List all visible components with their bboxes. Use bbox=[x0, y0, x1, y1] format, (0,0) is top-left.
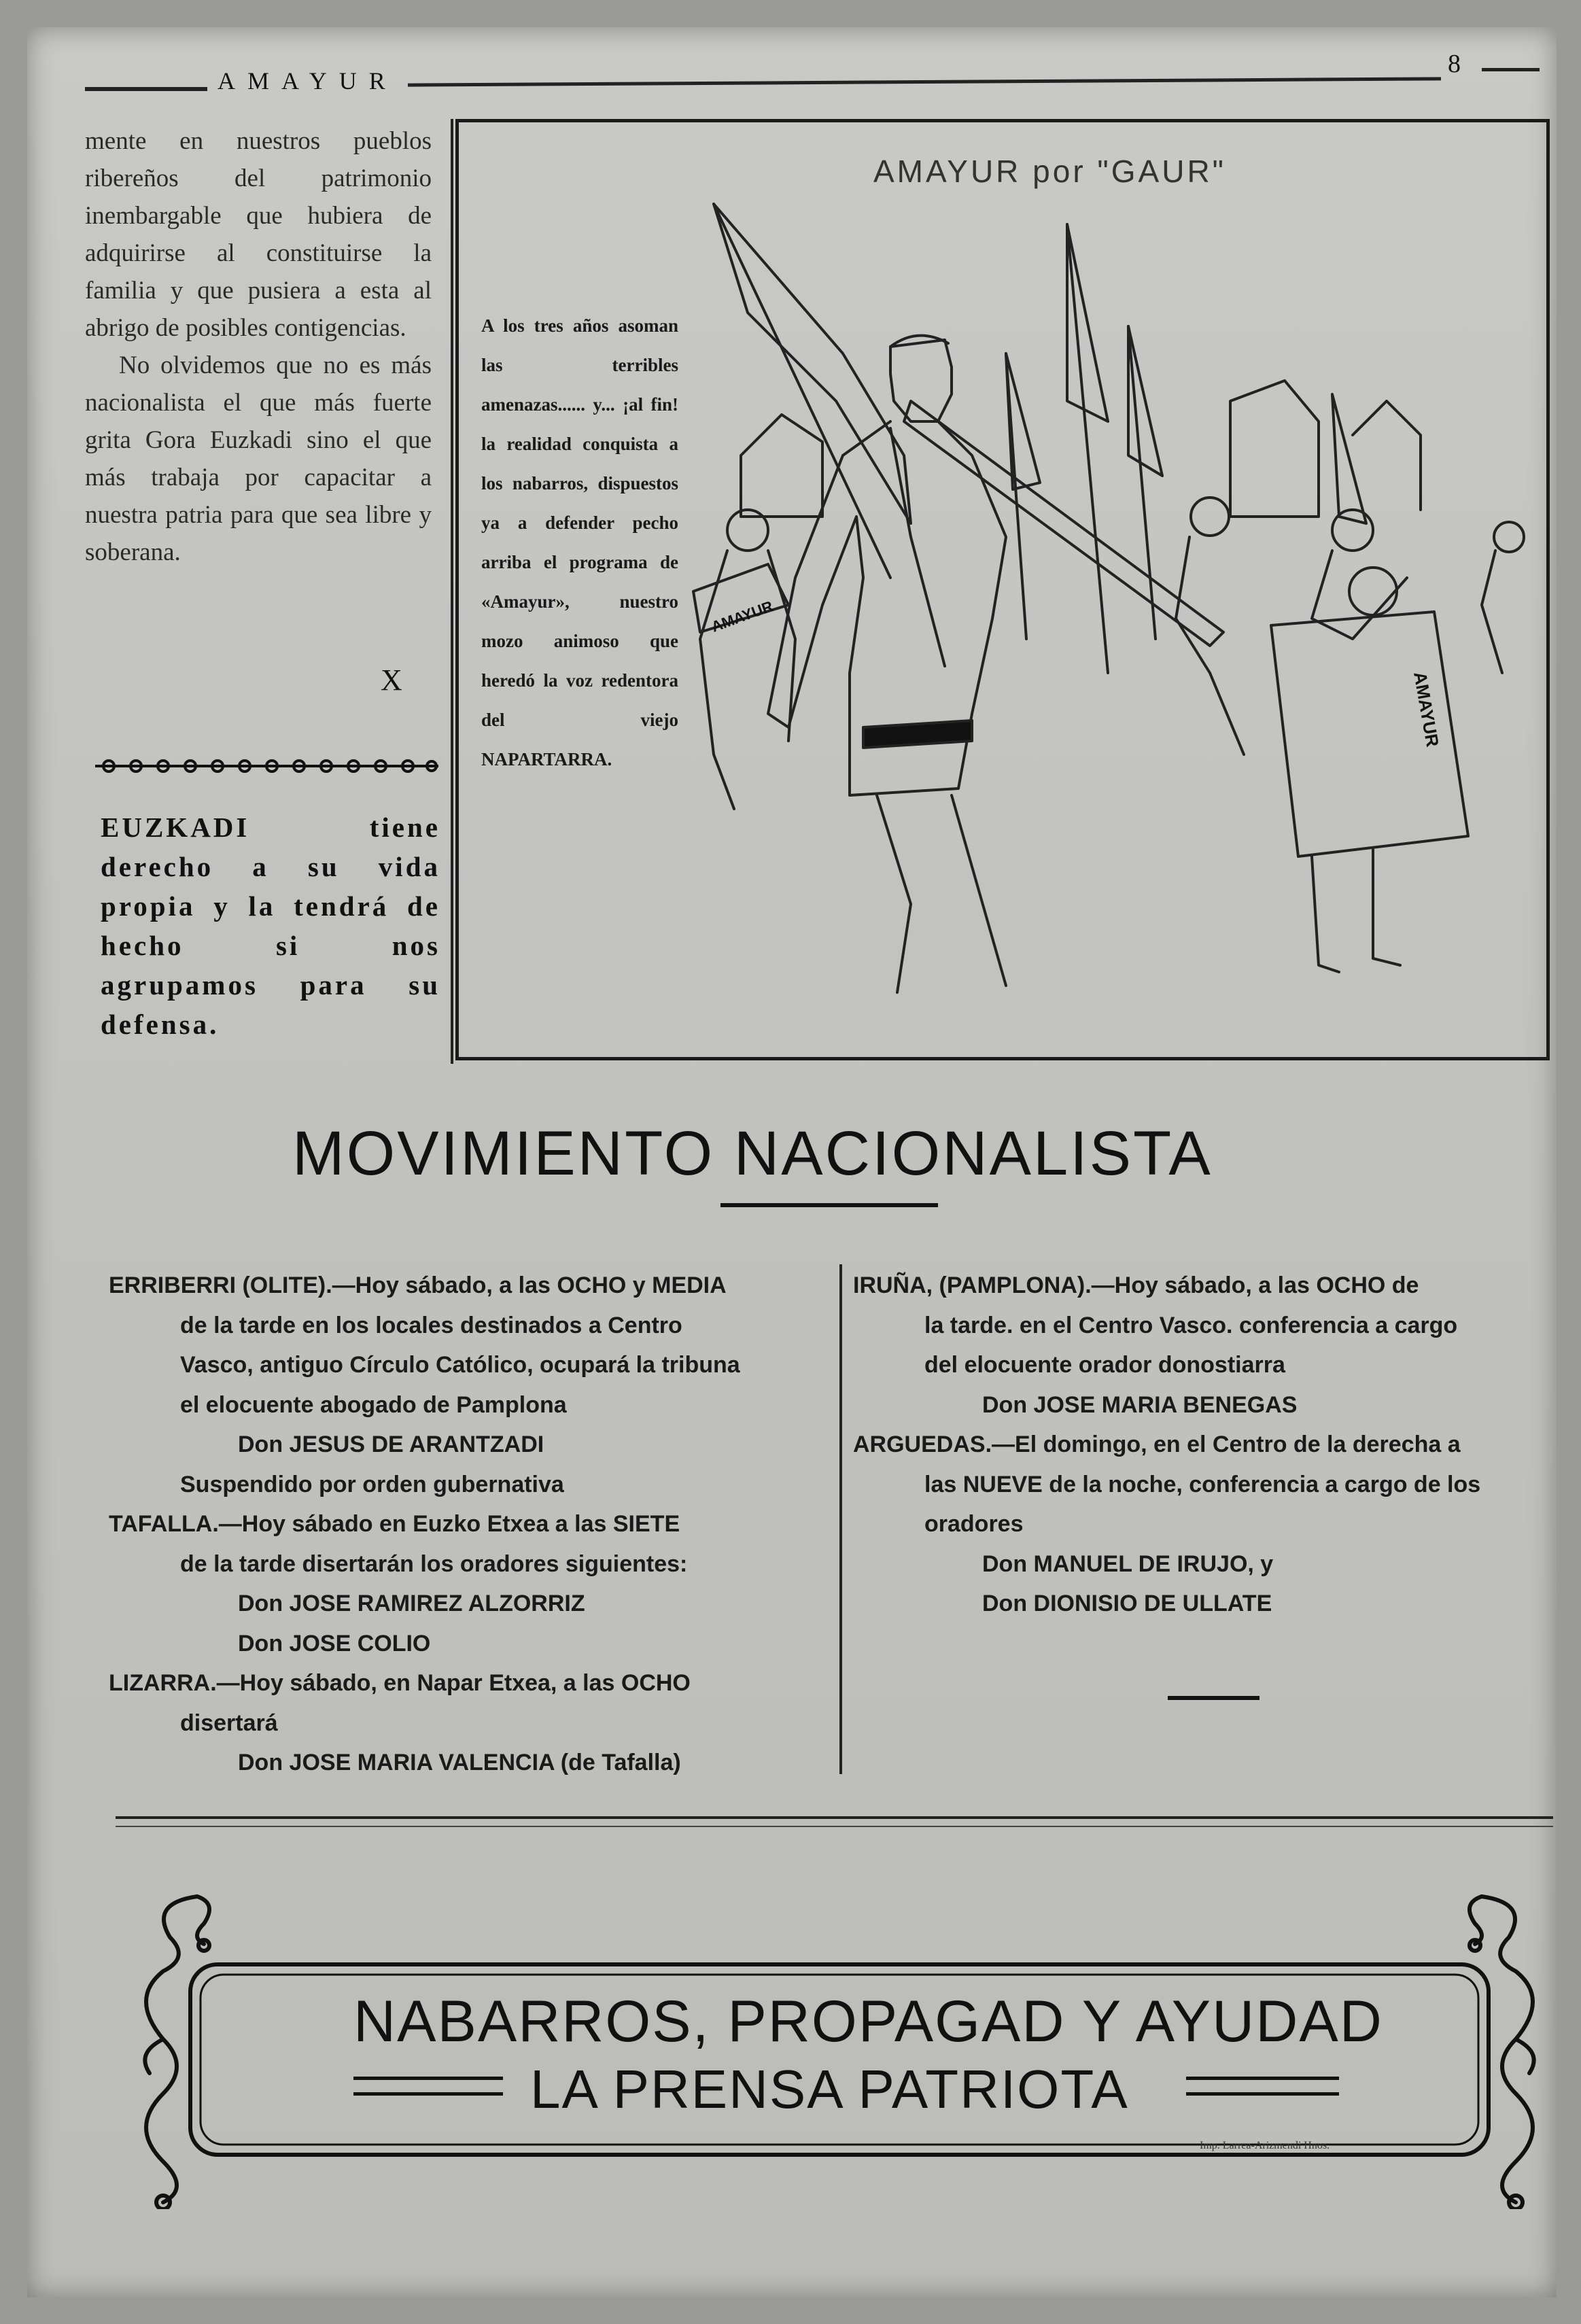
ornament-divider bbox=[95, 758, 438, 774]
announcement-line: de la tarde en los locales destinados a Centro bbox=[180, 1312, 682, 1338]
announcement-line: Don JOSE COLIO bbox=[238, 1630, 431, 1657]
section-separator bbox=[116, 1816, 1553, 1819]
column-rule bbox=[451, 119, 453, 1064]
left-paragraph-2: No olvidemos que no es más nacionalista el que más fuerte grita Gora Euzkadi sino el que más trabaja por capacitar a nuestra patria para que sea libre y soberana. bbox=[85, 351, 432, 566]
left-paragraph-1: mente en nuestros pueblos ribereños del patrimonio inembargable que hubiera de adquirirse al constituirse la familia y que pusiera a esta al abrigo de posibles contigencias. bbox=[85, 127, 432, 342]
announcement-line: Don JOSE RAMIREZ ALZORRIZ bbox=[238, 1591, 585, 1616]
announcement-line: disertará bbox=[180, 1710, 278, 1736]
cartoon-caption: A los tres años asoman las terribles amenazas...... y... ¡al fin! la realidad conquista a los nabarros, dispuestos ya a defender pecho arriba el programa de «Amayur», nuestro mozo animoso que heredó la voz redentora del viejo NAPARTARRA. bbox=[481, 315, 678, 769]
left-column-text bbox=[85, 122, 432, 571]
sign-label-right: AMAYUR bbox=[1410, 670, 1444, 749]
announcement-line: IRUÑA, (PAMPLONA).—Hoy sábado, a las OCHO de bbox=[853, 1272, 1419, 1298]
announcement-line: ARGUEDAS.—El domingo, en el Centro de la derecha a bbox=[853, 1432, 1461, 1457]
page-number: 8 bbox=[1448, 50, 1461, 78]
banner-line-2: LA PRENSA PATRIOTA bbox=[530, 2059, 1129, 2119]
running-head-rule-left bbox=[85, 87, 207, 91]
announcement-line: Don MANUEL DE IRUJO, y bbox=[982, 1550, 1274, 1577]
banner-line-1: NABARROS, PROPAGAD Y AYUDAD bbox=[353, 1989, 1383, 2054]
running-head-title: AMAYUR bbox=[218, 67, 398, 94]
announcement-line: TAFALLA.—Hoy sábado en Euzko Etxea a las SIETE bbox=[109, 1511, 680, 1537]
announcement-line: la tarde. en el Centro Vasco. conferencia a cargo bbox=[924, 1312, 1458, 1338]
euzkadi-slogan: EUZKADI tiene derecho a su vida propia y la tendrá de hecho si nos agrupamos para su defensa. bbox=[101, 812, 440, 1040]
announcement-line: Vasco, antiguo Círculo Católico, ocupará la tribuna bbox=[180, 1352, 740, 1378]
announcement-line: del elocuente orador donostiarra bbox=[924, 1352, 1285, 1378]
announcement-line: Don JESUS DE ARANTZADI bbox=[238, 1432, 544, 1457]
banner-double-rule-left bbox=[353, 2077, 503, 2096]
announcements-column-rule bbox=[839, 1264, 842, 1774]
announcement-line: Don DIONISIO DE ULLATE bbox=[982, 1591, 1272, 1616]
cartoon-title: AMAYUR por "GAUR" bbox=[873, 154, 1226, 189]
announcement-line: el elocuente abogado de Pamplona bbox=[180, 1391, 567, 1418]
section-mark: X bbox=[381, 663, 402, 697]
announcement-line: Suspendido por orden gubernativa bbox=[180, 1471, 564, 1497]
headline: MOVIMIENTO NACIONALISTA bbox=[292, 1119, 1213, 1188]
announcement-line: ERRIBERRI (OLITE).—Hoy sábado, a las OCHO y MEDIA bbox=[109, 1272, 727, 1298]
announcement-line: Don JOSE MARIA BENEGAS bbox=[982, 1391, 1298, 1418]
announcement-line: oradores bbox=[924, 1511, 1024, 1537]
announcements-end-rule bbox=[1168, 1696, 1259, 1700]
cartoon-illustration bbox=[687, 197, 1536, 999]
section-separator-thin bbox=[116, 1826, 1553, 1827]
sign-label-left: AMAYUR bbox=[709, 597, 776, 636]
banner-double-rule-right bbox=[1186, 2077, 1339, 2096]
announcement-line: LIZARRA.—Hoy sábado, en Napar Etxea, a las OCHO bbox=[109, 1670, 691, 1696]
running-head-rule-end bbox=[1482, 68, 1540, 71]
announcement-line: de la tarde disertarán los oradores siguientes: bbox=[180, 1550, 688, 1577]
announcement-line: Don JOSE MARIA VALENCIA (de Tafalla) bbox=[238, 1750, 681, 1775]
printer-note: Imp. Larrea-Arizmendi Hnos. bbox=[1200, 2140, 1330, 2151]
headline-rule bbox=[720, 1203, 938, 1207]
announcement-line: las NUEVE de la noche, conferencia a cargo de los bbox=[924, 1471, 1481, 1497]
